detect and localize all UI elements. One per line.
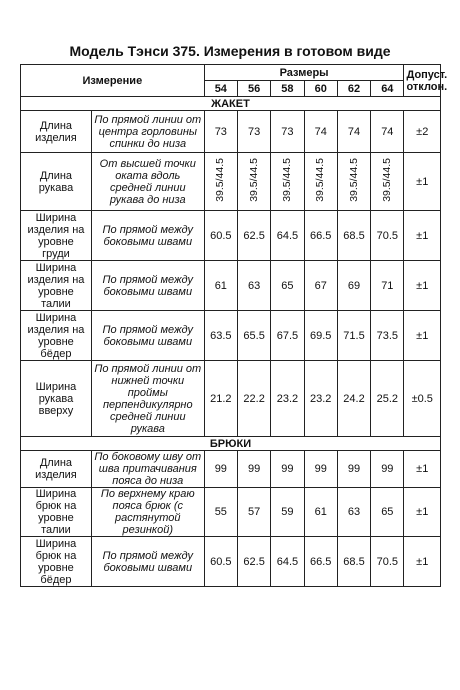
size-header: 54	[204, 81, 237, 97]
section-row	[21, 437, 441, 451]
size-value	[271, 153, 304, 211]
size-header: 60	[304, 81, 337, 97]
size-value	[304, 153, 337, 211]
section-title: ЖАКЕТ	[21, 97, 441, 111]
size-value	[371, 153, 404, 211]
size-value: 71.5	[337, 311, 370, 361]
size-value: 99	[271, 451, 304, 488]
measurement-method: По прямой линии от центра горловины спинки до низа	[91, 111, 204, 153]
measurement-method: По прямой между боковыми швами	[91, 211, 204, 261]
size-value: 99	[204, 451, 237, 488]
section-row	[21, 97, 441, 111]
size-value: 65.5	[237, 311, 270, 361]
measurement-method: От высшей точки оката вдоль средней линии рукава до низа	[91, 153, 204, 211]
tolerance-value: ±1	[404, 311, 441, 361]
tolerance-value: ±1	[404, 488, 441, 537]
size-value: 22.2	[237, 361, 270, 437]
size-value: 24.2	[337, 361, 370, 437]
size-value	[337, 153, 370, 211]
size-value: 60.5	[204, 211, 237, 261]
size-value: 21.2	[204, 361, 237, 437]
size-header: 64	[371, 81, 404, 97]
measurement-header: Измерение	[21, 65, 205, 97]
size-value: 99	[237, 451, 270, 488]
size-value: 57	[237, 488, 270, 537]
tolerance-value: ±1	[404, 211, 441, 261]
size-value: 73.5	[371, 311, 404, 361]
size-value: 63	[237, 261, 270, 311]
size-value: 61	[204, 261, 237, 311]
measurement-method: По боковому шву от шва притачивания пояса до низа	[91, 451, 204, 488]
table-row	[21, 488, 441, 537]
measurement-name: Ширина брюк на уровне бёдер	[21, 537, 92, 587]
tolerance-value: ±0.5	[404, 361, 441, 437]
measurement-method: По прямой между боковыми швами	[91, 537, 204, 587]
tolerance-value: ±1	[404, 261, 441, 311]
size-value: 23.2	[271, 361, 304, 437]
page-title: Модель Тэнси 375. Измерения в готовом виде	[69, 43, 391, 59]
size-value: 65	[271, 261, 304, 311]
size-value: 62.5	[237, 537, 270, 587]
tolerance-value: ±2	[404, 111, 441, 153]
measurement-name: Ширина рукава вверху	[21, 361, 92, 437]
size-header: 58	[271, 81, 304, 97]
table-row	[21, 537, 441, 587]
measurement-method: По прямой между боковыми швами	[91, 311, 204, 361]
size-value-text: 39.5/44.5	[214, 158, 227, 202]
table-row	[21, 261, 441, 311]
size-value-text: 39.5/44.5	[280, 158, 293, 202]
measurement-method: По прямой линии от нижней точки проймы перпендикулярно средней линии рукава	[91, 361, 204, 437]
size-value: 69.5	[304, 311, 337, 361]
size-value: 59	[271, 488, 304, 537]
size-value: 68.5	[337, 537, 370, 587]
measurement-name: Ширина изделия на уровне бёдер	[21, 311, 92, 361]
measurement-method: По прямой между боковыми швами	[91, 261, 204, 311]
size-value: 25.2	[371, 361, 404, 437]
table-row	[21, 311, 441, 361]
tolerance-value: ±1	[404, 537, 441, 587]
size-value-text: 39.5/44.5	[314, 158, 327, 202]
size-value: 99	[371, 451, 404, 488]
table-row	[21, 211, 441, 261]
table-row	[21, 153, 441, 211]
size-value: 61	[304, 488, 337, 537]
size-value: 66.5	[304, 537, 337, 587]
size-value: 71	[371, 261, 404, 311]
sizes-header: Размеры	[204, 65, 404, 81]
size-header: 62	[337, 81, 370, 97]
tolerance-header: Допуст. отклон.	[404, 65, 441, 97]
size-value: 73	[271, 111, 304, 153]
size-value: 63	[337, 488, 370, 537]
section-title: БРЮКИ	[21, 437, 441, 451]
size-value: 73	[237, 111, 270, 153]
measurement-method: По верхнему краю пояса брюк (с растянутой резинкой)	[91, 488, 204, 537]
size-value: 70.5	[371, 537, 404, 587]
size-value: 64.5	[271, 211, 304, 261]
measurement-name: Ширина изделия на уровне груди	[21, 211, 92, 261]
size-value: 99	[337, 451, 370, 488]
size-value: 74	[371, 111, 404, 153]
size-value-text: 39.5/44.5	[347, 158, 360, 202]
size-value	[204, 153, 237, 211]
size-value: 23.2	[304, 361, 337, 437]
size-value: 67.5	[271, 311, 304, 361]
measurement-name: Длина рукава	[21, 153, 92, 211]
size-value: 66.5	[304, 211, 337, 261]
measurement-name: Длина изделия	[21, 111, 92, 153]
size-value-text: 39.5/44.5	[247, 158, 260, 202]
measurement-name: Ширина изделия на уровне талии	[21, 261, 92, 311]
size-value: 70.5	[371, 211, 404, 261]
size-value: 99	[304, 451, 337, 488]
size-header: 56	[237, 81, 270, 97]
tolerance-value: ±1	[404, 153, 441, 211]
size-value: 64.5	[271, 537, 304, 587]
size-value: 69	[337, 261, 370, 311]
table-row	[21, 361, 441, 437]
size-value: 74	[337, 111, 370, 153]
size-value: 60.5	[204, 537, 237, 587]
measurement-name: Ширина брюк на уровне талии	[21, 488, 92, 537]
table-row	[21, 111, 441, 153]
size-value	[237, 153, 270, 211]
size-value: 65	[371, 488, 404, 537]
table-row	[21, 451, 441, 488]
size-value-text: 39.5/44.5	[380, 158, 393, 202]
size-value: 55	[204, 488, 237, 537]
tolerance-value: ±1	[404, 451, 441, 488]
size-value: 74	[304, 111, 337, 153]
size-value: 68.5	[337, 211, 370, 261]
size-value: 62.5	[237, 211, 270, 261]
measurement-name: Длина изделия	[21, 451, 92, 488]
size-value: 73	[204, 111, 237, 153]
size-value: 67	[304, 261, 337, 311]
measurements-table	[20, 64, 448, 587]
size-value: 63.5	[204, 311, 237, 361]
